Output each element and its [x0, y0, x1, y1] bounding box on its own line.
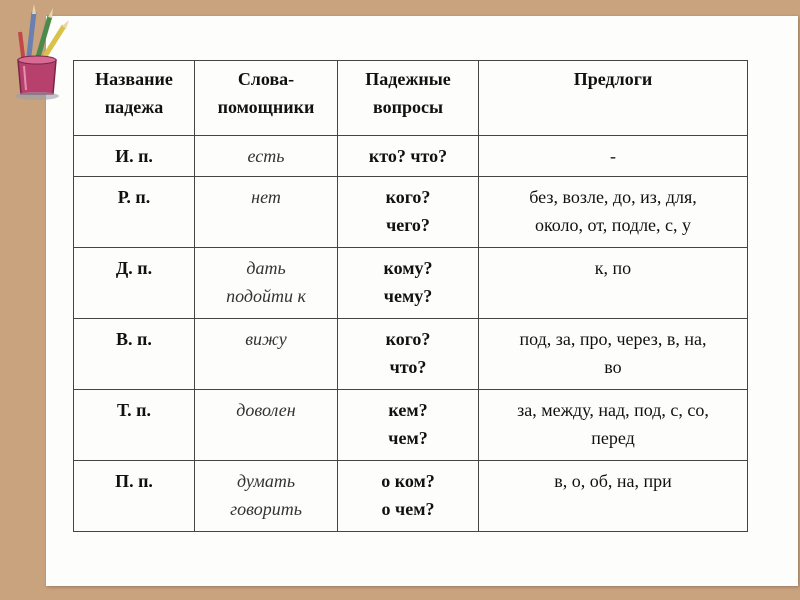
question-cell: о ком? о чем?	[338, 461, 479, 532]
preposition-cell: без, возле, до, из, для, около, от, подле, с, у	[479, 177, 748, 248]
case-cell: Т. п.	[74, 390, 195, 461]
case-cell: П. п.	[74, 461, 195, 532]
case-cell: Р. п.	[74, 177, 195, 248]
table-row	[74, 136, 748, 177]
question-cell: кто? что?	[338, 136, 479, 177]
table-header-row	[74, 61, 748, 136]
grammar-cases-table	[73, 60, 748, 532]
question-cell: кем? чем?	[338, 390, 479, 461]
helper-cell: есть	[195, 136, 338, 177]
helper-cell: вижу	[195, 319, 338, 390]
table-row	[74, 177, 748, 248]
table-row	[74, 390, 748, 461]
pencil-cup-icon	[6, 2, 76, 102]
case-cell: Д. п.	[74, 248, 195, 319]
header-helper-words: Слова- помощники	[195, 61, 338, 136]
header-prepositions: Предлоги	[479, 61, 748, 136]
preposition-cell: за, между, над, под, с, со, перед	[479, 390, 748, 461]
table-row	[74, 248, 748, 319]
helper-cell: думать говорить	[195, 461, 338, 532]
question-cell: кого? чего?	[338, 177, 479, 248]
case-cell: В. п.	[74, 319, 195, 390]
preposition-cell: в, о, об, на, при	[479, 461, 748, 532]
helper-cell: дать подойти к	[195, 248, 338, 319]
case-cell: И. п.	[74, 136, 195, 177]
header-case-questions: Падежные вопросы	[338, 61, 479, 136]
preposition-cell: -	[479, 136, 748, 177]
question-cell: кого? что?	[338, 319, 479, 390]
table-row	[74, 319, 748, 390]
helper-cell: доволен	[195, 390, 338, 461]
preposition-cell: под, за, про, через, в, на, во	[479, 319, 748, 390]
header-case-name: Название падежа	[74, 61, 195, 136]
table-row	[74, 461, 748, 532]
preposition-cell: к, по	[479, 248, 748, 319]
question-cell: кому? чему?	[338, 248, 479, 319]
helper-cell: нет	[195, 177, 338, 248]
